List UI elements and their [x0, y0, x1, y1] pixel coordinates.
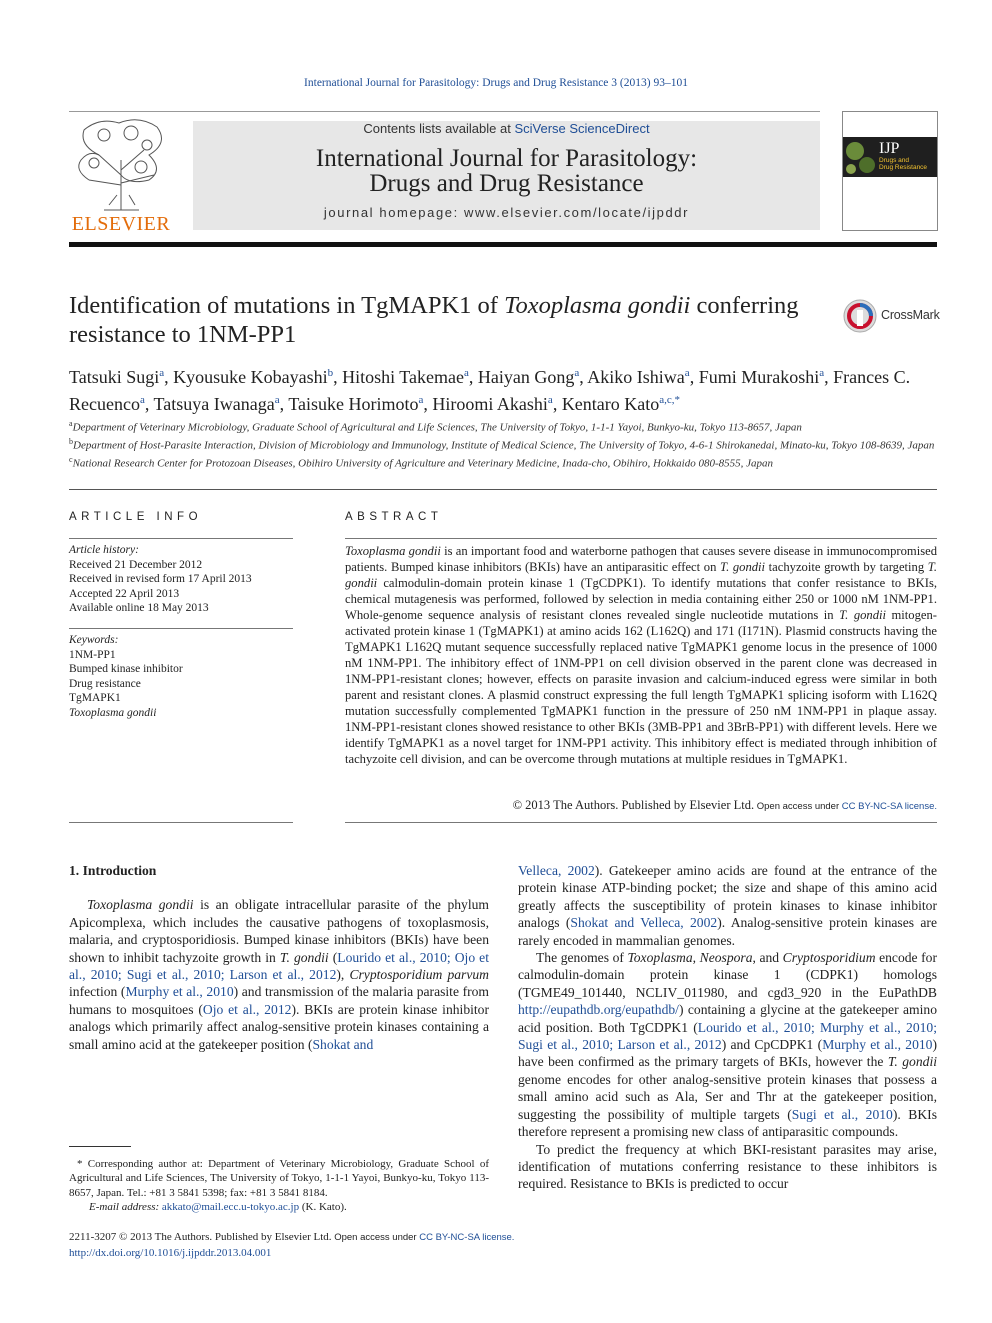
- cover-abbrev: IJP: [879, 140, 900, 157]
- journal-masthead: [193, 121, 820, 230]
- author: Kentaro Kato$^{a,c,*}$: [561, 393, 681, 414]
- citation-link[interactable]: Shokat and: [312, 1036, 374, 1052]
- elsevier-logo: [69, 115, 173, 235]
- sciencedirect-link[interactable]: SciVerse ScienceDirect: [514, 121, 650, 136]
- issn-doi-block: 2211-3207 © 2013 The Authors. Published by Elsevier Ltd. Open access under CC BY-NC-SA license. http://dx.doi.org/10.1016/j.ijpddr.2013.04.001: [69, 1230, 629, 1260]
- paragraph: The genomes of Toxoplasma, Neospora, and Cryptosporidium encode for calmodulin-domain protein kinase 1 (CDPK1) homologs (TGME49_101440, NCLIV_011980, and cgd3_920 in the EuPathDB http://eupathdb.org/eupathdb/) containing a glycine at the gatekeeper amino acid position. Both TgCDPK1 (Lourido et al., 2010; Murphy et al., 2010; Sugi et al., 2010; Larson et al., 2012) and CpCDPK1 (Murphy et al., 2010) have been confirmed as the primary targets of BKIs, however the T. gondii genome encodes for other analog-sensitive protein kinases that possess a small amino acid such as Ala, Ser and Thr at the gatekeeper position, suggesting the possibility of multiple targets (Sugi et al., 2010). BKIs therefore represent a promising new class of antiparasitic compounds.: [518, 950, 937, 1140]
- section-heading: 1. Introduction: [69, 863, 157, 878]
- author: Tatsuki Sugi$^a$,: [69, 367, 174, 387]
- author: Frances C. Recuenco$^a$,: [69, 367, 911, 414]
- author: Taisuke Horimoto$^a$,: [288, 393, 433, 414]
- article-info-bottom-rule: [69, 822, 293, 823]
- license-link[interactable]: CC BY-NC-SA license.: [841, 801, 937, 812]
- abstract-text: Toxoplasma gondii is an important food and waterborne pathogen that causes severe disease in immunocompromised patients. Bumped kinase inhibitors (BKIs) have an antiparasitic effect on T. gondii tachyzoite growth by targeting T. gondii calmodulin-domain protein kinase 1 (TgCDPK1). To identify mutations that confer resistance to BKIs, chemical mutagenesis was performed, followed by selection in media containing either 250 or 1000 nM 1NM-PP1. Whole-genome sequence analysis of resistant clones revealed single nucleotide mutations in T. gondii mitogen-activated protein kinase 1 (TgMAPK1) at amino acids 162 (L162Q) and 171 (I171N). Plasmid constructs having the TgMAPK1 L162Q mutant sequence successfully replaced native TgMAPK1 genome locus in the presence of 1000 nM 1NM-PP1. The inhibitory effect of 1NM-PP1 on cell division observed in the parent clone was decreased in 1NM-PP1-resistant clones; however, effects on parasite invasion and calcium-induced egress were similar in both parent and resistant clones. A plasmid construct expressing the full length TgMAPK1 splicing isoform with L162Q mutation successfully complemented TgMAPK1 function in the pressure of 250 nM 1NM-PP1 in plaque assay. 1NM-PP1-resistant clones showed resistance to other BKIs (3MB-PP1 and 3BrB-PP1) with different levels. Here we identify TgMAPK1 as a novel target for 1NM-PP1 activity. This inhibitory effect is mediated through inhibition of tachyzoite cell division, and can be overcome through mutations at multiple residues in TgMAPK1.: [345, 544, 937, 766]
- affiliations: [69, 417, 937, 471]
- abstract-copyright: © 2013 The Authors. Published by Elsevier Ltd. Open access under CC BY-NC-SA license.: [512, 798, 937, 812]
- citation-link[interactable]: Velleca, 2002: [518, 863, 595, 878]
- paragraph: Velleca, 2002). Gatekeeper amino acids are found at the entrance of the protein kinase ATP-binding pocket; the size and shape of this amino acid greatly affects the susceptibility of protein kinases to kinase inhibitor analogs (Shokat and Velleca, 2002). Analog-sensitive protein kinases are rarely encoded in mammalian genomes.: [518, 863, 938, 948]
- article-title: Identification of mutations in TgMAPK1 of Toxoplasma gondii conferring resistance to 1NM-PP1: [69, 292, 799, 348]
- cover-subtitle: Drugs and Drug Resistance: [879, 157, 928, 171]
- cover-cell-icon: [843, 137, 879, 177]
- doi-link[interactable]: http://dx.doi.org/10.1016/j.ijpddr.2013.04.001: [69, 1246, 272, 1259]
- homepage-link[interactable]: www.elsevier.com/locate/ijpddr: [464, 205, 690, 220]
- corresponding-author-footnote: * Corresponding author at: Department of Veterinary Microbiology, Graduate School of Agricultural and Life Sciences, The University of Tokyo, 1-1-1 Yayoi, Bunkyo-ku, Tokyo 113-8657, Japan. Tel.: +81 3 5841 5398; fax: +81 3 5841 8184. E-mail address: akkato@mail.ecc.u-tokyo.ac.jp (K. Kato).: [69, 1158, 489, 1214]
- crossmark-badge[interactable]: [843, 298, 943, 334]
- citation-link[interactable]: Lourido et al., 2010; Murphy et al., 2010; Sugi et al., 2010; Larson et al., 2012: [518, 1019, 937, 1053]
- journal-homepage: journal homepage: www.elsevier.com/locate/ijpddr: [323, 205, 690, 220]
- article-info-rule: [69, 538, 293, 539]
- author: Fumi Murakoshi$^a$,: [698, 367, 834, 387]
- keywords: Keywords: 1NM-PP1 Bumped kinase inhibitor Drug resistance TgMAPK1 Toxoplasma gondii: [69, 634, 183, 719]
- elsevier-tree-icon: [69, 115, 173, 213]
- body-right-column: [518, 862, 937, 1193]
- elsevier-wordmark: ELSEVIER: [71, 213, 171, 235]
- contents-line: Contents lists available at SciVerse ScienceDirect: [363, 121, 650, 136]
- crossmark-icon: [843, 298, 877, 334]
- journal-cover: [842, 111, 938, 231]
- author: Akiko Ishiwa$^a$,: [587, 367, 699, 387]
- paragraph: To predict the frequency at which BKI-resistant parasites may arise, identification of mutations conferring resistance to these inhibitors is required. Resistance to BKIs is predicted to occur: [518, 1141, 937, 1192]
- abstract-bottom-rule: [345, 822, 937, 823]
- journal-reference[interactable]: International Journal for Parasitology: Drugs and Drug Resistance 3 (2013) 93–101: [304, 77, 688, 89]
- email-link[interactable]: akkato@mail.ecc.u-tokyo.ac.jp: [161, 1201, 300, 1214]
- author-list: [69, 362, 944, 415]
- author: Kyousuke Kobayashi$^b$,: [173, 367, 343, 387]
- eupathdb-link[interactable]: http://eupathdb.org/eupathdb/: [518, 1002, 679, 1018]
- crossmark-label: CrossMark: [881, 308, 940, 322]
- paragraph: Toxoplasma gondii is an obligate intracellular parasite of the phylum Apicomplexa, which includes the causative pathogens of toxoplasmosis, malaria, and cryptosporidiosis. Bumped kinase inhibitors (BKIs) have been shown to inhibit tachyzoite growth in T. gondii (Lourido et al., 2010; Ojo et al., 2010; Sugi et al., 2010; Larson et al., 2012), Cryptosporidium parvum infection (Murphy et al., 2010) and transmission of the malaria parasite from humans to mosquitoes (Ojo et al., 2012). BKIs are protein kinase inhibitor analogs which primarily affect analog-sensitive protein kinases containing a small amino acid at the gatekeeper position (Shokat and: [69, 897, 490, 1052]
- article-history: Article history: Received 21 December 2012 Received in revised form 17 April 2013 Accepted 22 April 2013 Available online 18 May 2013: [69, 544, 252, 614]
- citation-link[interactable]: Shokat and Velleca, 2002: [570, 915, 718, 931]
- abstract-rule: [345, 538, 937, 539]
- masthead-thick-rule: [69, 242, 937, 247]
- journal-title: International Journal for Parasitology: Drugs and Drug Resistance: [315, 145, 698, 197]
- keywords-rule: [69, 628, 293, 629]
- license-link[interactable]: CC BY-NC-SA license.: [419, 1232, 515, 1243]
- author: Tatsuya Iwanaga$^a$,: [153, 393, 289, 414]
- citation-link[interactable]: Sugi et al., 2010: [791, 1106, 893, 1122]
- citation-link[interactable]: Murphy et al., 2010: [125, 984, 234, 1000]
- citation-link[interactable]: Lourido et al., 2010; Ojo et al., 2010; Sugi et al., 2010; Larson et al., 2012: [69, 949, 489, 983]
- affiliation: $^a$Department of Veterinary Microbiology, Graduate School of Agricultural and Life Sciences, The University of Tokyo, 1-1-1 Yayoi, Bunkyo-ku, Tokyo 113-8657, Japan: [69, 419, 802, 434]
- author: Hitoshi Takemae$^a$,: [342, 367, 478, 387]
- author: Haiyan Gong$^a$,: [477, 367, 588, 387]
- citation-link[interactable]: Murphy et al., 2010: [822, 1037, 933, 1053]
- citation-link[interactable]: Ojo et al., 2012: [202, 1001, 292, 1017]
- author: Hiroomi Akashi$^a$,: [432, 393, 562, 414]
- footnote-rule: [69, 1146, 131, 1147]
- article-info-heading: ARTICLE INFO: [69, 511, 203, 523]
- abstract-heading: ABSTRACT: [345, 511, 443, 523]
- affiliation: $^b$Department of Host-Parasite Interaction, Division of Microbiology and Immunology, Institute of Medical Science, The University of Tokyo, 4-6-1 Shirokanedai, Minato-ku, Tokyo 108-8639, Japan: [69, 437, 935, 452]
- header-rule: [69, 111, 820, 112]
- affiliation: $^c$National Research Center for Protozoan Diseases, Obihiro University of Agriculture and Veterinary Medicine, Inada-cho, Obihiro, Hokkaido 080-8555, Japan: [69, 455, 774, 470]
- body-left-column: [69, 862, 489, 1053]
- affiliation-rule: [69, 489, 937, 490]
